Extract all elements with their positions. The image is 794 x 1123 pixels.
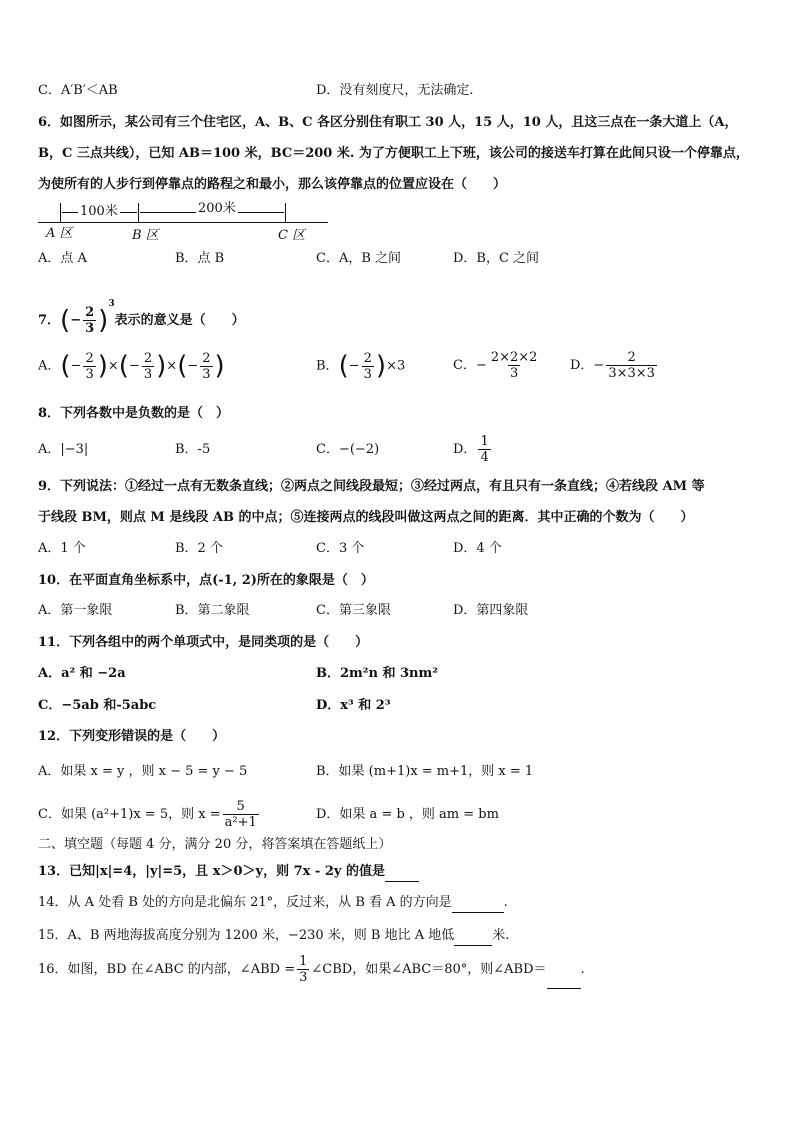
q12-option-c xyxy=(38,797,261,833)
fraction xyxy=(83,351,95,382)
section-heading: 二、填空题（每题 4 分，满分 20 分，将答案填在答题纸上） xyxy=(38,837,392,852)
num: 2 xyxy=(202,350,211,366)
den: 3 xyxy=(299,970,308,985)
q10-option-d: D．第四象限 xyxy=(453,603,529,618)
num: 1 xyxy=(299,954,308,969)
q8-option-b: B．-5 xyxy=(175,442,211,457)
times: × xyxy=(107,358,119,374)
q6-label-a: A 区 xyxy=(46,226,73,241)
q6-option-b: B．点 B xyxy=(175,251,225,266)
q6-tick-c xyxy=(285,203,286,222)
den: 3 xyxy=(510,366,519,381)
fraction xyxy=(297,954,309,985)
q6-option-d: D．B，C 之间 xyxy=(453,251,540,266)
q16-tail: . xyxy=(580,962,585,977)
q6-stem-line3: 为使所有的人步行到停靠点的路程之和最小，那么该停靠点的位置应设在（ ） xyxy=(38,177,507,192)
fraction xyxy=(489,350,540,381)
q11-option-c: C．−5ab 和-5abc xyxy=(38,698,157,713)
q12-stem: 12．下列变形错误的是（ ） xyxy=(38,729,226,744)
fraction xyxy=(200,351,212,382)
q8-option-c: C．−(−2) xyxy=(316,442,380,457)
q15 xyxy=(38,927,509,946)
q10-stem: 10．在平面直角坐标系中，点(-1, 2)所在的象限是（ ） xyxy=(38,573,374,588)
q13 xyxy=(38,863,419,882)
q8-option-d-label: D． xyxy=(453,442,477,457)
q12-option-b: B．如果 (m+1)x = m+1，则 x = 1 xyxy=(316,764,534,779)
q8-stem: 8．下列各数中是负数的是（ ） xyxy=(38,406,230,421)
minus: − xyxy=(187,358,199,374)
q16 xyxy=(38,952,585,989)
q7-option-d xyxy=(570,348,659,384)
q9-stem-line1: 9．下列说法：①经过一点有无数条直线；②两点之间线段最短；③经过两点，有且只有一条直线；④若线段 AM 等 xyxy=(38,479,705,494)
q7-stem-text: 表示的意义是（ ） xyxy=(114,313,245,328)
q11-stem: 11．下列各组中的两个单项式中，是同类项的是（ ） xyxy=(38,635,369,650)
q7-option-b-tail: ×3 xyxy=(386,358,406,374)
q7-option-c-label: C．− xyxy=(453,358,487,373)
q11-option-b: B．2m²n 和 3nm² xyxy=(316,666,438,681)
q7-number: 7． xyxy=(38,313,61,328)
q7-option-d-label: D．− xyxy=(570,358,605,373)
q14-tail: . xyxy=(503,895,508,910)
den: a²+1 xyxy=(224,815,257,830)
num: 5 xyxy=(236,799,245,814)
q13-text: 13．已知|x|=4，|y|=5，且 x＞0＞y，则 7x - 2y 的值是 xyxy=(38,864,385,879)
den: 3 xyxy=(85,366,94,382)
den: 3×3×3 xyxy=(608,366,655,381)
minus: − xyxy=(70,358,82,374)
fraction xyxy=(478,434,490,465)
q5-option-c: C．A′B′＜AB xyxy=(38,83,118,98)
den: 3 xyxy=(202,366,211,382)
times: × xyxy=(166,358,178,374)
q12-option-c-text: C．如果 (a²+1)x = 5，则 x = xyxy=(38,807,221,822)
q8-option-d xyxy=(453,432,493,468)
q7-base-den: 3 xyxy=(85,321,95,336)
q9-option-c: C．3 个 xyxy=(316,541,365,556)
q7-option-b: B．(− $\frac{2}{3}$ )×3 xyxy=(316,350,406,382)
q6-stem-line1: 6．如图所示，某公司有三个住宅区，A、B、C 各区分别住有职工 30 人，15 人，10 人，且这三点在一条大道上（A， xyxy=(38,115,738,130)
den: 3 xyxy=(143,366,153,382)
q7-option-a-label: A． xyxy=(38,358,61,374)
fraction xyxy=(606,350,657,381)
minus: − xyxy=(128,358,140,374)
q15-tail: 米. xyxy=(492,928,510,943)
q6-road-line xyxy=(38,222,328,223)
q15-answer-blank[interactable] xyxy=(454,927,492,946)
q6-stem-line2: B，C 三点共线），已知 AB＝100 米，BC＝200 米. 为了方便职工上下班，该公司的接送车打算在此间只设一个停靠点， xyxy=(38,146,749,161)
q14-text: 14．从 A 处看 B 处的方向是北偏东 21°，反过来，从 B 看 A 的方向是 xyxy=(38,895,452,910)
q6-label-ab: 100米 xyxy=(80,204,118,219)
q7-option-b-label: B． xyxy=(316,358,339,374)
num: 1 xyxy=(480,434,489,449)
q6-option-c: C．A，B 之间 xyxy=(316,251,402,266)
q7-minus: − xyxy=(70,313,82,328)
q7-base-fraction xyxy=(83,305,96,336)
q6-label-c: C 区 xyxy=(278,228,306,243)
q10-option-c: C．第三象限 xyxy=(316,603,391,618)
q6-label-b: B 区 xyxy=(132,228,159,243)
num: 2 xyxy=(627,350,636,365)
q7-option-a: A．(− $\frac{2}{3}$ )×(− $\frac{2}{3}$ )×(− $\frac{2}{3}$ ) xyxy=(38,350,225,382)
q11-option-d: D．x³ 和 2³ xyxy=(316,698,391,713)
den: 4 xyxy=(480,450,489,465)
q14-answer-blank[interactable] xyxy=(452,894,504,913)
num: 2 xyxy=(85,350,94,366)
q16-answer-blank[interactable] xyxy=(547,952,581,989)
num: 2 xyxy=(143,350,153,366)
q6-option-a: A．点 A xyxy=(38,251,87,266)
q13-answer-blank[interactable] xyxy=(385,863,419,882)
q7-stem: 7．(− $\frac{2}{3}$ )$^3$表示的意义是（ ） xyxy=(38,299,245,336)
q9-option-a: A．1 个 xyxy=(38,541,86,556)
q8-option-a: A．|−3| xyxy=(38,442,89,457)
q10-option-b: B．第二象限 xyxy=(175,603,250,618)
fraction xyxy=(142,351,154,382)
num: 2×2×2 xyxy=(490,350,538,365)
q6-tick-b xyxy=(138,203,139,222)
q12-option-a: A．如果 x = y ，则 x − 5 = y − 5 xyxy=(38,764,248,779)
q10-option-a: A．第一象限 xyxy=(38,603,113,618)
q6-label-bc: 200米 xyxy=(198,201,236,216)
den: 3 xyxy=(363,366,372,382)
q11-option-a: A．a² 和 −2a xyxy=(38,666,126,681)
q9-stem-line2: 于线段 BM，则点 M 是线段 AB 的中点；⑤连接两点的线段叫做这两点之间的距离．其中正确的个数为（ ） xyxy=(38,510,694,525)
q16-text-pre: 16．如图，BD 在∠ABC 的内部，∠ABD = xyxy=(38,962,296,977)
q7-option-c xyxy=(453,348,541,384)
q7-base-num: 2 xyxy=(85,305,95,320)
q9-option-b: B．2 个 xyxy=(175,541,223,556)
q12-option-d: D．如果 a = b ，则 am = bm xyxy=(316,807,499,822)
num: 2 xyxy=(363,350,372,366)
q6-tick-a xyxy=(60,203,61,222)
minus: − xyxy=(348,358,360,374)
q5-option-d: D．没有刻度尺，无法确定. xyxy=(316,83,474,98)
q7-exponent: 3 xyxy=(108,299,115,309)
q14 xyxy=(38,894,508,913)
q16-text-post: ∠CBD，如果∠ABC＝80°，则∠ABD＝ xyxy=(311,962,547,977)
q15-text: 15．A、B 两地海拔高度分别为 1200 米，−230 米，则 B 地比 A 地低 xyxy=(38,928,455,943)
fraction xyxy=(362,351,374,382)
fraction xyxy=(223,799,259,830)
q9-option-d: D．4 个 xyxy=(453,541,502,556)
